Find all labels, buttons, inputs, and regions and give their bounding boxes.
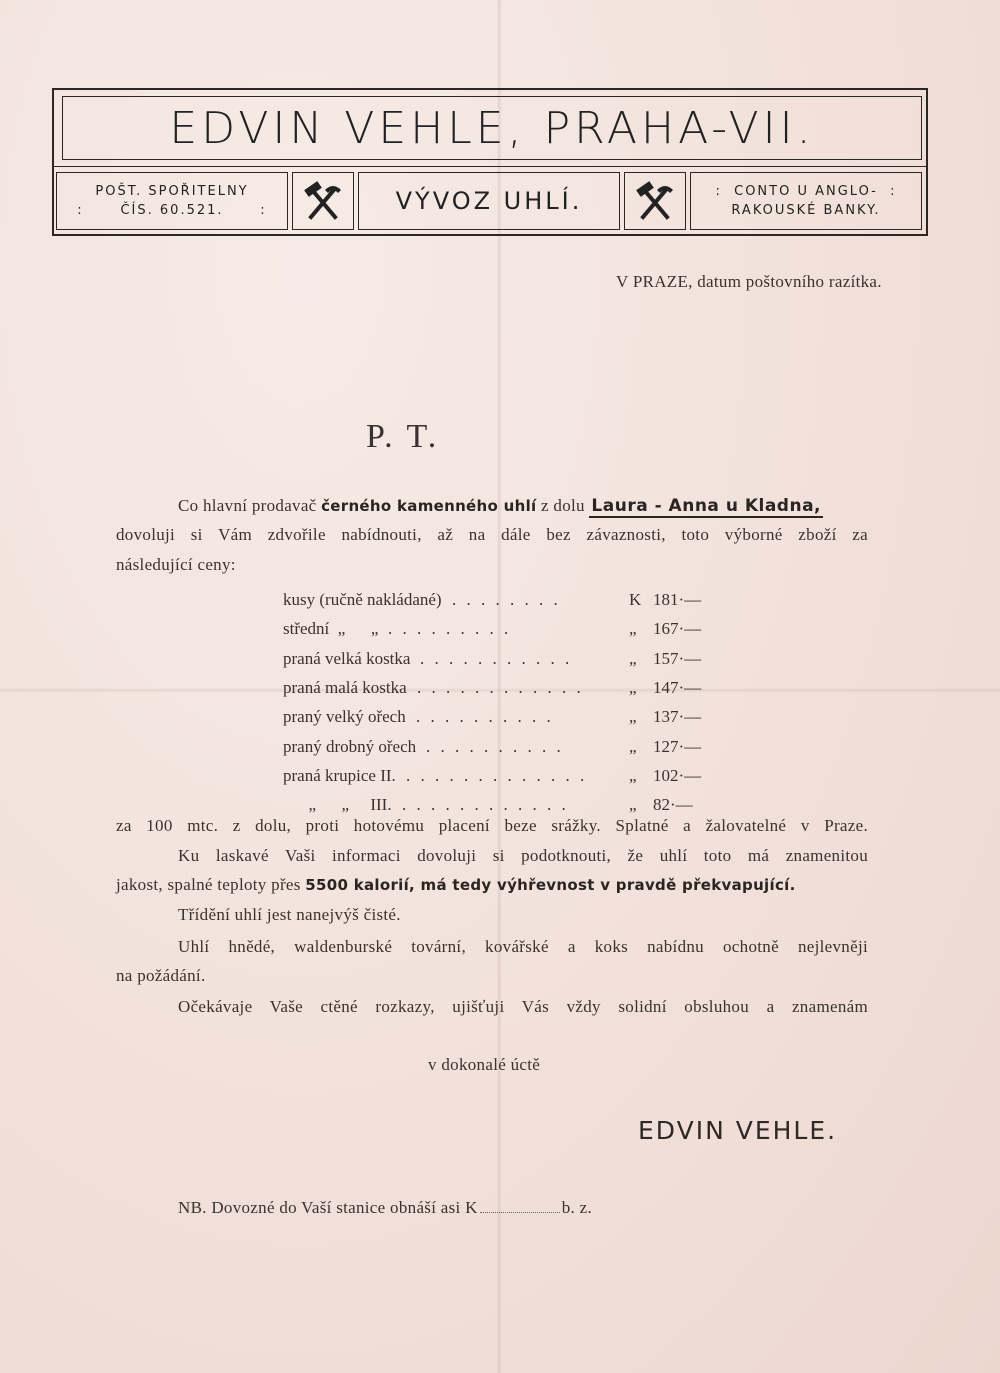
salutation: P. T. (366, 418, 440, 455)
emblem-right-box (624, 172, 686, 230)
company-title: EDVIN VEHLE, PRAHA-VII. (169, 102, 815, 154)
info-text: jakost, spalné teploty přes (116, 875, 306, 894)
info-line1: Ku laskavé Vaši informaci dovoluji si podotknouti, že uhlí toto má znamenitou (178, 846, 868, 865)
bank-account-line1: : CONTO U ANGLO- : (715, 184, 897, 199)
price-value: 181·— (653, 590, 702, 609)
intro-bold: černého kamenného uhlí (321, 497, 537, 515)
regards: v dokonalé úctě (428, 1055, 541, 1074)
price-value: 157·— (653, 649, 702, 668)
price-leader-dots: . . . . . . . . (452, 590, 561, 609)
price-currency: „ (629, 766, 637, 785)
postal-savings-line2: : ČÍS. 60.521. : (77, 203, 267, 218)
price-leader-dots: . . . . . . . . . (388, 619, 512, 638)
price-value: 167·— (653, 619, 702, 638)
price-currency: „ (629, 678, 637, 697)
price-value: 147·— (653, 678, 702, 697)
price-currency: „ (629, 737, 637, 756)
price-currency: „ (629, 649, 637, 668)
price-item-label: praná velká kostka (283, 649, 411, 668)
price-item-label: praný drobný ořech (283, 737, 417, 756)
hammer-pick-icon (635, 181, 675, 221)
price-currency: „ (629, 619, 637, 638)
price-row (283, 619, 703, 641)
intro-line3: následující ceny: (116, 555, 236, 574)
price-currency: K (629, 590, 642, 609)
footnote (178, 1198, 592, 1218)
dateline: V PRAZE, datum poštovního razítka. (616, 272, 882, 291)
price-currency: „ (629, 795, 637, 814)
price-value: 137·— (653, 707, 702, 726)
sorting-line: Třídění uhlí jest nanejvýš čisté. (178, 905, 401, 924)
price-value: 127·— (653, 737, 702, 756)
price-item-label: praný velký ořech (283, 707, 406, 726)
price-currency: „ (629, 707, 637, 726)
intro-text-2: z dolu (536, 496, 590, 515)
coal-export-label: VÝVOZ UHLÍ. (395, 187, 583, 215)
postal-savings-line1: POŠT. SPOŘITELNY (95, 184, 249, 199)
price-leader-dots: . . . . . . . . . . . (420, 649, 573, 668)
footnote-text: NB. Dovozné do Vaší stanice obnáší asi K (178, 1198, 478, 1217)
price-leader-dots: . . . . . . . . . . . . (417, 678, 584, 697)
intro-line2: dovoluji si Vám zdvořile nabídnouti, až na dále bez závaznosti, toto výborné zboží za (116, 525, 868, 544)
price-row (283, 737, 703, 759)
calorie-claim: 5500 kalorií, má tedy výhřevnost v pravdě překvapující. (305, 876, 796, 894)
coal-export-box (358, 172, 620, 230)
price-row (283, 707, 703, 729)
offer-line1: Uhlí hnědé, waldenburské tovární, kovářské a koks nabídnu ochotně nejlevněji (178, 937, 868, 956)
price-row (283, 649, 703, 671)
emblem-left-box (292, 172, 354, 230)
price-leader-dots: . . . . . . . . . . . . . (406, 766, 588, 785)
price-leader-dots: . . . . . . . . . . . . (402, 795, 569, 814)
closing-line: Očekávaje Vaše ctěné rozkazy, ujišťuji Vás vždy solidní obsluhou a znamenám (178, 997, 868, 1016)
price-row (283, 678, 703, 700)
letterhead-divider (52, 166, 928, 167)
footnote-suffix: b. z. (561, 1198, 592, 1217)
price-value: 82·— (653, 795, 693, 814)
mine-name: Laura - Anna u Kladna, (591, 496, 822, 516)
postal-savings-box (56, 172, 288, 230)
price-item-label: „ „ III. (283, 795, 392, 814)
price-value: 102·— (653, 766, 702, 785)
price-row (283, 795, 703, 817)
footnote-blank (480, 1212, 560, 1213)
terms-line: za 100 mtc. z dolu, proti hotovému placení beze srážky. Splatné a žalovatelné v Praze. (116, 816, 868, 835)
price-leader-dots: . . . . . . . . . . (426, 737, 564, 756)
price-item-label: praná malá kostka (283, 678, 407, 697)
price-item-label: střední „ „ (283, 619, 379, 638)
bank-account-box (690, 172, 922, 230)
price-item-label: kusy (ručně nakládané) (283, 590, 442, 609)
intro-text: Co hlavní prodavač (178, 496, 322, 515)
price-leader-dots: . . . . . . . . . . (416, 707, 554, 726)
bank-account-line2: RAKOUSKÉ BANKY. (731, 203, 881, 218)
intro-line1 (178, 496, 823, 516)
price-row (283, 590, 703, 612)
letterhead-title-box (62, 96, 922, 160)
info-line2 (116, 875, 796, 895)
signature: EDVIN VEHLE. (638, 1116, 838, 1145)
price-item-label: praná krupice II. (283, 766, 396, 785)
offer-line2: na požádání. (116, 966, 206, 985)
hammer-pick-icon (303, 181, 343, 221)
price-row (283, 766, 703, 788)
